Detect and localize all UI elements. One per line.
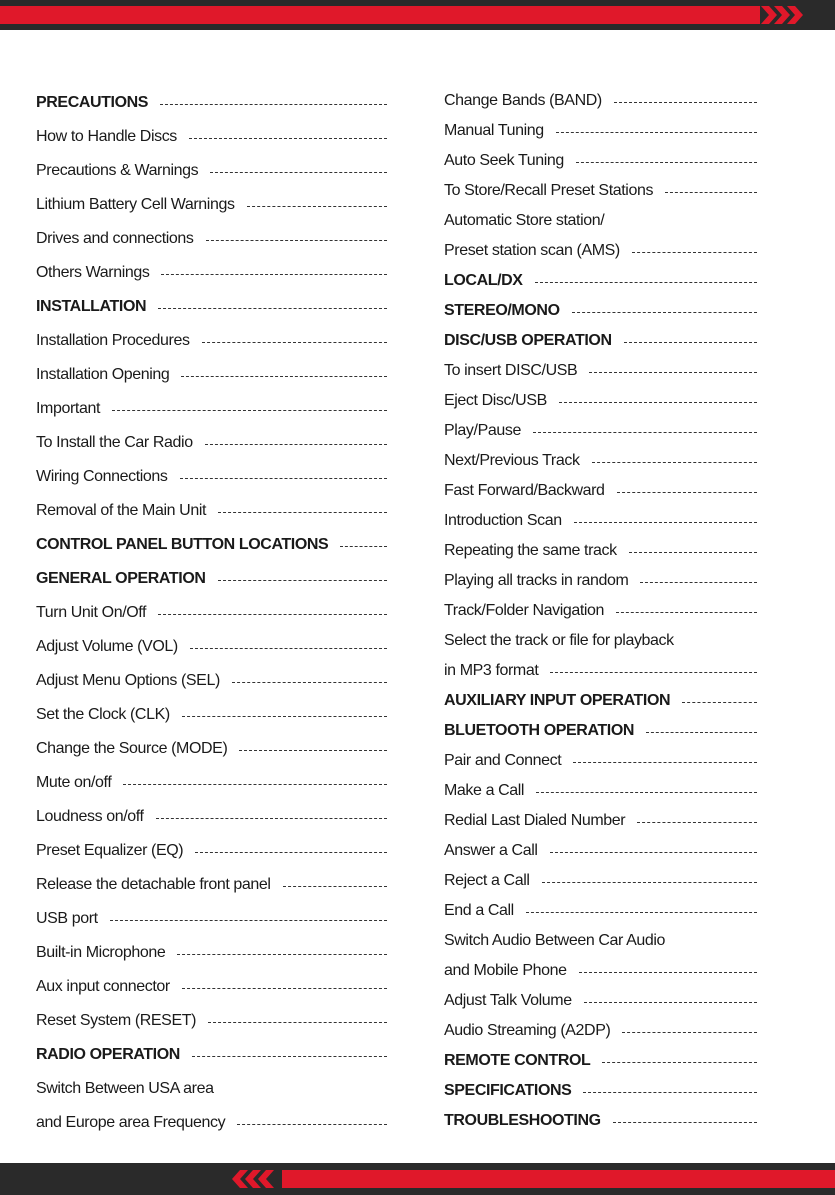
toc-entry[interactable] <box>444 566 757 596</box>
toc-entry-label: How to Handle Discs <box>36 128 177 145</box>
toc-entry-label: Others Warnings <box>36 264 150 281</box>
toc-entry-label: To insert DISC/USB <box>444 362 578 379</box>
toc-entry-label: Repeating the same track <box>444 542 617 559</box>
dotted-leader <box>602 1062 757 1063</box>
dotted-leader <box>239 750 387 751</box>
toc-entry-label: AUXILIARY INPUT OPERATION <box>444 692 671 709</box>
dotted-leader <box>182 988 387 989</box>
toc-entry-label: Automatic Store station/ <box>444 212 605 229</box>
toc-entry[interactable] <box>444 446 757 476</box>
toc-entry-label: Redial Last Dialed Number <box>444 812 626 829</box>
dotted-leader <box>550 672 757 673</box>
toc-entry[interactable] <box>36 392 387 426</box>
toc-entry[interactable] <box>36 1072 387 1106</box>
toc-entry[interactable] <box>444 926 757 956</box>
toc-entry-label: Reset System (RESET) <box>36 1012 197 1029</box>
toc-section-heading[interactable] <box>444 1046 757 1076</box>
toc-entry-label: Change the Source (MODE) <box>36 740 228 757</box>
toc-entry[interactable] <box>36 1004 387 1038</box>
toc-entry-label: Adjust Menu Options (SEL) <box>36 672 220 689</box>
toc-section-heading[interactable] <box>36 290 387 324</box>
toc-entry[interactable] <box>36 154 387 188</box>
dotted-leader <box>533 432 757 433</box>
dotted-leader <box>340 546 387 547</box>
toc-entry-label: Fast Forward/Backward <box>444 482 605 499</box>
dotted-leader <box>665 192 757 193</box>
dotted-leader <box>617 492 757 493</box>
top-banner <box>0 0 835 30</box>
toc-entry-label: Audio Streaming (A2DP) <box>444 1022 611 1039</box>
toc-entry[interactable] <box>36 1106 387 1140</box>
toc-entry-label: BLUETOOTH OPERATION <box>444 722 635 739</box>
chevron-right-icon <box>761 6 811 24</box>
dotted-leader <box>556 132 757 133</box>
toc-entry[interactable] <box>444 1016 757 1046</box>
toc-entry-label: and Europe area Frequency <box>36 1114 226 1131</box>
toc-entry[interactable] <box>36 596 387 630</box>
toc-right-column <box>444 86 757 1136</box>
dotted-leader <box>206 240 387 241</box>
toc-section-heading[interactable] <box>444 266 757 296</box>
toc-entry-label: Important <box>36 400 100 417</box>
toc-entry[interactable] <box>444 176 757 206</box>
dotted-leader <box>192 1056 387 1057</box>
dotted-leader <box>158 308 387 309</box>
toc-entry-label: Eject Disc/USB <box>444 392 547 409</box>
toc-entry-label: Change Bands (BAND) <box>444 92 602 109</box>
dotted-leader <box>589 372 757 373</box>
dotted-leader <box>573 762 757 763</box>
dotted-leader <box>283 886 387 887</box>
chevron-left-icon <box>232 1170 282 1188</box>
toc-entry-label: Auto Seek Tuning <box>444 152 564 169</box>
dotted-leader <box>576 162 757 163</box>
toc-section-heading[interactable] <box>444 1106 757 1136</box>
toc-entry-label: REMOTE CONTROL <box>444 1052 591 1069</box>
toc-entry-label: Pair and Connect <box>444 752 562 769</box>
dotted-leader <box>682 702 757 703</box>
toc-entry-label: in MP3 format <box>444 662 539 679</box>
toc-entry[interactable] <box>444 866 757 896</box>
toc-entry-label: Installation Procedures <box>36 332 190 349</box>
dotted-leader <box>110 920 387 921</box>
dotted-leader <box>161 274 387 275</box>
toc-entry-label: Adjust Volume (VOL) <box>36 638 178 655</box>
toc-entry-label: Switch Between USA area <box>36 1080 214 1097</box>
dotted-leader <box>177 954 387 955</box>
dotted-leader <box>158 614 387 615</box>
toc-entry[interactable] <box>444 626 757 656</box>
toc-entry[interactable] <box>36 358 387 392</box>
toc-section-heading[interactable] <box>36 528 387 562</box>
dotted-leader <box>237 1124 387 1125</box>
toc-entry-label: Reject a Call <box>444 872 530 889</box>
toc-section-heading[interactable] <box>444 1076 757 1106</box>
toc-entry[interactable] <box>444 386 757 416</box>
dotted-leader <box>182 716 387 717</box>
toc-entry[interactable] <box>36 664 387 698</box>
dotted-leader <box>613 1122 757 1123</box>
toc-entry-label: CONTROL PANEL BUTTON LOCATIONS <box>36 536 329 553</box>
dotted-leader <box>123 784 387 785</box>
toc-section-heading[interactable] <box>444 296 757 326</box>
dotted-leader <box>247 206 387 207</box>
dotted-leader <box>526 912 757 913</box>
dotted-leader <box>232 682 387 683</box>
dotted-leader <box>160 104 387 105</box>
toc-entry[interactable] <box>444 116 757 146</box>
toc-entry[interactable] <box>444 746 757 776</box>
toc-entry-label: USB port <box>36 910 98 927</box>
toc-entry-label: Lithium Battery Cell Warnings <box>36 196 235 213</box>
toc-entry[interactable] <box>444 146 757 176</box>
toc-entry-label: Loudness on/off <box>36 808 144 825</box>
toc-entry[interactable] <box>36 324 387 358</box>
bottom-banner <box>0 1163 835 1195</box>
toc-entry-label: To Store/Recall Preset Stations <box>444 182 654 199</box>
toc-entry[interactable] <box>36 766 387 800</box>
toc-entry-label: Answer a Call <box>444 842 538 859</box>
toc-entry-label: Make a Call <box>444 782 525 799</box>
dotted-leader <box>156 818 387 819</box>
toc-entry-label: Adjust Talk Volume <box>444 992 572 1009</box>
toc-entry[interactable] <box>36 494 387 528</box>
toc-entry-label: SPECIFICATIONS <box>444 1082 572 1099</box>
toc-entry-label: Next/Previous Track <box>444 452 580 469</box>
toc-entry[interactable] <box>444 836 757 866</box>
top-banner-stripe <box>0 6 760 24</box>
dotted-leader <box>614 102 757 103</box>
toc-entry-label: LOCAL/DX <box>444 272 523 289</box>
toc-entry-label: Switch Audio Between Car Audio <box>444 932 666 949</box>
toc-entry-label: PRECAUTIONS <box>36 94 149 111</box>
toc-entry[interactable] <box>36 256 387 290</box>
dotted-leader <box>616 612 757 613</box>
toc-entry[interactable] <box>36 732 387 766</box>
toc-entry[interactable] <box>36 936 387 970</box>
dotted-leader <box>205 444 387 445</box>
dotted-leader <box>112 410 387 411</box>
dotted-leader <box>632 252 757 253</box>
toc-entry[interactable] <box>444 776 757 806</box>
toc-entry[interactable] <box>444 656 757 686</box>
toc-entry-label: Preset station scan (AMS) <box>444 242 620 259</box>
toc-entry-label: Set the Clock (CLK) <box>36 706 170 723</box>
dotted-leader <box>559 402 757 403</box>
dotted-leader <box>208 1022 387 1023</box>
toc-entry[interactable] <box>444 416 757 446</box>
toc-entry[interactable] <box>36 188 387 222</box>
toc-entry-label: Aux input connector <box>36 978 170 995</box>
toc-entry-label: Installation Opening <box>36 366 170 383</box>
dotted-leader <box>622 1032 757 1033</box>
dotted-leader <box>189 138 387 139</box>
dotted-leader <box>180 478 387 479</box>
toc-entry[interactable] <box>36 698 387 732</box>
bottom-banner-stripe <box>282 1170 835 1188</box>
toc-section-heading[interactable] <box>36 562 387 596</box>
toc-entry[interactable] <box>36 800 387 834</box>
toc-entry[interactable] <box>36 460 387 494</box>
toc-entry[interactable] <box>444 86 757 116</box>
toc-entry-label: and Mobile Phone <box>444 962 567 979</box>
toc-entry-label: Wiring Connections <box>36 468 168 485</box>
toc-entry[interactable] <box>444 956 757 986</box>
toc-entry-label: Removal of the Main Unit <box>36 502 207 519</box>
toc-entry[interactable] <box>36 868 387 902</box>
toc-entry-label: Select the track or file for playback <box>444 632 674 649</box>
toc-entry[interactable] <box>444 506 757 536</box>
toc-entry-label: RADIO OPERATION <box>36 1046 180 1063</box>
dotted-leader <box>574 522 757 523</box>
toc-left-column <box>36 86 387 1140</box>
toc-entry-label: DISC/USB OPERATION <box>444 332 612 349</box>
toc-entry-label: STEREO/MONO <box>444 302 560 319</box>
toc-entry-label: TROUBLESHOOTING <box>444 1112 601 1129</box>
toc-entry[interactable] <box>444 536 757 566</box>
toc-entry-label: Play/Pause <box>444 422 521 439</box>
toc-entry-label: Precautions & Warnings <box>36 162 199 179</box>
toc-entry-label: End a Call <box>444 902 514 919</box>
toc-entry[interactable] <box>444 236 757 266</box>
dotted-leader <box>579 972 757 973</box>
toc-entry[interactable] <box>36 970 387 1004</box>
toc-entry[interactable] <box>36 902 387 936</box>
dotted-leader <box>535 282 757 283</box>
toc-entry-label: Drives and connections <box>36 230 194 247</box>
toc-entry-label: To Install the Car Radio <box>36 434 193 451</box>
toc-entry[interactable] <box>444 986 757 1016</box>
dotted-leader <box>218 512 387 513</box>
dotted-leader <box>637 822 757 823</box>
toc-entry-label: Mute on/off <box>36 774 112 791</box>
toc-entry-label: Introduction Scan <box>444 512 562 529</box>
dotted-leader <box>181 376 387 377</box>
dotted-leader <box>640 582 757 583</box>
dotted-leader <box>218 580 387 581</box>
toc-entry-label: GENERAL OPERATION <box>36 570 206 587</box>
toc-entry[interactable] <box>36 630 387 664</box>
toc-entry-label: Built-in Microphone <box>36 944 166 961</box>
toc-entry-label: Preset Equalizer (EQ) <box>36 842 184 859</box>
toc-entry[interactable] <box>444 206 757 236</box>
toc-entry-label: Manual Tuning <box>444 122 544 139</box>
toc-entry[interactable] <box>444 476 757 506</box>
toc-entry[interactable] <box>36 426 387 460</box>
toc-section-heading[interactable] <box>36 1038 387 1072</box>
dotted-leader <box>629 552 757 553</box>
toc-entry-label: Track/Folder Navigation <box>444 602 605 619</box>
toc-entry[interactable] <box>444 596 757 626</box>
toc-section-heading[interactable] <box>444 326 757 356</box>
toc-entry[interactable] <box>444 806 757 836</box>
dotted-leader <box>584 1002 757 1003</box>
dotted-leader <box>583 1092 757 1093</box>
toc-entry-label: Playing all tracks in random <box>444 572 629 589</box>
toc-entry-label: INSTALLATION <box>36 298 147 315</box>
dotted-leader <box>550 852 757 853</box>
dotted-leader <box>190 648 387 649</box>
dotted-leader <box>646 732 757 733</box>
dotted-leader <box>572 312 757 313</box>
toc-entry[interactable] <box>444 356 757 386</box>
toc-entry[interactable] <box>36 120 387 154</box>
toc-entry[interactable] <box>36 834 387 868</box>
dotted-leader <box>542 882 757 883</box>
dotted-leader <box>195 852 387 853</box>
dotted-leader <box>202 342 387 343</box>
dotted-leader <box>210 172 387 173</box>
toc-entry-label: Release the detachable front panel <box>36 876 271 893</box>
toc-entry[interactable] <box>36 222 387 256</box>
dotted-leader <box>536 792 757 793</box>
toc-entry-label: Turn Unit On/Off <box>36 604 147 621</box>
toc-section-heading[interactable] <box>36 86 387 120</box>
toc-section-heading[interactable] <box>444 716 757 746</box>
toc-section-heading[interactable] <box>444 686 757 716</box>
toc-entry[interactable] <box>444 896 757 926</box>
dotted-leader <box>624 342 757 343</box>
dotted-leader <box>592 462 757 463</box>
